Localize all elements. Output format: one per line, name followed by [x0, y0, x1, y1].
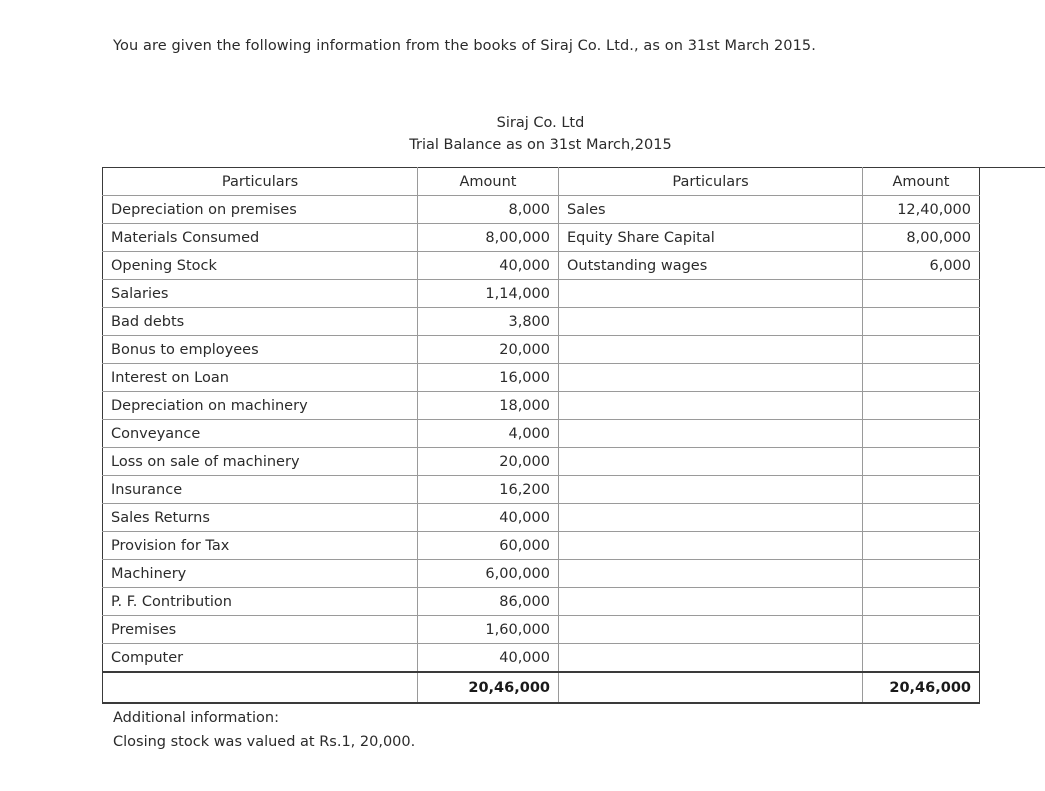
- cell-credit-amount: [863, 364, 980, 392]
- cell-debit-amount: 16,200: [418, 476, 559, 504]
- cell-total-credit-particular: [559, 672, 863, 703]
- cell-debit-amount: 16,000: [418, 364, 559, 392]
- cell-credit-amount: 8,00,000: [863, 224, 980, 252]
- cell-debit-amount: 20,000: [418, 336, 559, 364]
- cell-total-debit-particular: [103, 672, 418, 703]
- cell-debit-particular: Computer: [103, 644, 418, 673]
- cell-credit-particular: [559, 448, 863, 476]
- cell-credit-amount: 12,40,000: [863, 196, 980, 224]
- cell-credit-amount: [863, 532, 980, 560]
- column-header-particulars-debit: Particulars: [103, 168, 418, 196]
- table-row: [103, 336, 980, 364]
- cell-debit-particular: Bad debts: [103, 308, 418, 336]
- cell-debit-particular: Interest on Loan: [103, 364, 418, 392]
- table-row: [103, 224, 980, 252]
- cell-debit-particular: Depreciation on premises: [103, 196, 418, 224]
- table-row: [103, 532, 980, 560]
- cell-debit-particular: Machinery: [103, 560, 418, 588]
- cell-debit-amount: 8,000: [418, 196, 559, 224]
- cell-credit-particular: [559, 392, 863, 420]
- cell-credit-amount: [863, 560, 980, 588]
- cell-debit-particular: Insurance: [103, 476, 418, 504]
- cell-debit-amount: 6,00,000: [418, 560, 559, 588]
- cell-total-credit-amount: 20,46,000: [863, 672, 980, 703]
- table-row: [103, 644, 980, 673]
- cell-credit-particular: Outstanding wages: [559, 252, 863, 280]
- cell-credit-particular: [559, 560, 863, 588]
- intro-text: You are given the following information from the books of Siraj Co. Ltd., as on 31st March 2015.: [113, 38, 816, 54]
- cell-debit-particular: P. F. Contribution: [103, 588, 418, 616]
- cell-credit-amount: [863, 616, 980, 644]
- trial-balance-table: [102, 167, 980, 704]
- cell-total-debit-amount: 20,46,000: [418, 672, 559, 703]
- cell-debit-particular: Salaries: [103, 280, 418, 308]
- cell-debit-amount: 40,000: [418, 504, 559, 532]
- cell-debit-particular: Premises: [103, 616, 418, 644]
- cell-credit-amount: [863, 644, 980, 673]
- cell-credit-particular: [559, 504, 863, 532]
- cell-credit-particular: [559, 588, 863, 616]
- cell-credit-amount: 6,000: [863, 252, 980, 280]
- page-edge-rule: [978, 167, 1045, 168]
- cell-debit-particular: Provision for Tax: [103, 532, 418, 560]
- table-row: [103, 252, 980, 280]
- cell-debit-particular: Depreciation on machinery: [103, 392, 418, 420]
- trial-balance-table-wrapper: [102, 167, 979, 704]
- cell-debit-particular: Bonus to employees: [103, 336, 418, 364]
- cell-debit-amount: 3,800: [418, 308, 559, 336]
- cell-debit-particular: Opening Stock: [103, 252, 418, 280]
- table-total-row: [103, 672, 980, 703]
- cell-credit-amount: [863, 504, 980, 532]
- cell-credit-amount: [863, 308, 980, 336]
- additional-information-label: Additional information:: [113, 710, 279, 726]
- statement-title: Trial Balance as on 31st March,2015: [409, 137, 672, 153]
- cell-debit-amount: 1,60,000: [418, 616, 559, 644]
- cell-debit-amount: 40,000: [418, 252, 559, 280]
- company-name: Siraj Co. Ltd: [496, 115, 585, 131]
- table-row: [103, 392, 980, 420]
- column-header-amount-credit: Amount: [863, 168, 980, 196]
- table-header-row: [103, 168, 980, 196]
- cell-credit-particular: [559, 644, 863, 673]
- cell-debit-amount: 40,000: [418, 644, 559, 673]
- cell-debit-amount: 60,000: [418, 532, 559, 560]
- table-row: [103, 560, 980, 588]
- cell-credit-amount: [863, 280, 980, 308]
- cell-credit-amount: [863, 420, 980, 448]
- table-row: [103, 616, 980, 644]
- column-header-amount-debit: Amount: [418, 168, 559, 196]
- cell-credit-particular: [559, 420, 863, 448]
- table-row: [103, 196, 980, 224]
- cell-debit-particular: Loss on sale of machinery: [103, 448, 418, 476]
- cell-credit-amount: [863, 448, 980, 476]
- cell-debit-particular: Materials Consumed: [103, 224, 418, 252]
- table-row: [103, 280, 980, 308]
- table-row: [103, 448, 980, 476]
- cell-debit-particular: Sales Returns: [103, 504, 418, 532]
- cell-credit-amount: [863, 588, 980, 616]
- cell-credit-particular: [559, 336, 863, 364]
- cell-debit-particular: Conveyance: [103, 420, 418, 448]
- cell-credit-particular: [559, 476, 863, 504]
- table-body: [103, 196, 980, 704]
- table-row: [103, 364, 980, 392]
- cell-debit-amount: 18,000: [418, 392, 559, 420]
- cell-debit-amount: 8,00,000: [418, 224, 559, 252]
- closing-stock-note: Closing stock was valued at Rs.1, 20,000.: [113, 734, 416, 750]
- table-row: [103, 476, 980, 504]
- cell-credit-particular: [559, 308, 863, 336]
- cell-debit-amount: 86,000: [418, 588, 559, 616]
- cell-credit-amount: [863, 336, 980, 364]
- column-header-particulars-credit: Particulars: [559, 168, 863, 196]
- table-row: [103, 420, 980, 448]
- document-heading: [102, 112, 979, 156]
- table-row: [103, 504, 980, 532]
- cell-debit-amount: 4,000: [418, 420, 559, 448]
- cell-credit-particular: [559, 616, 863, 644]
- cell-debit-amount: 20,000: [418, 448, 559, 476]
- additional-information: [113, 706, 415, 754]
- cell-debit-amount: 1,14,000: [418, 280, 559, 308]
- table-row: [103, 588, 980, 616]
- table-row: [103, 308, 980, 336]
- cell-credit-particular: [559, 280, 863, 308]
- cell-credit-amount: [863, 476, 980, 504]
- cell-credit-amount: [863, 392, 980, 420]
- cell-credit-particular: Equity Share Capital: [559, 224, 863, 252]
- cell-credit-particular: [559, 532, 863, 560]
- cell-credit-particular: Sales: [559, 196, 863, 224]
- cell-credit-particular: [559, 364, 863, 392]
